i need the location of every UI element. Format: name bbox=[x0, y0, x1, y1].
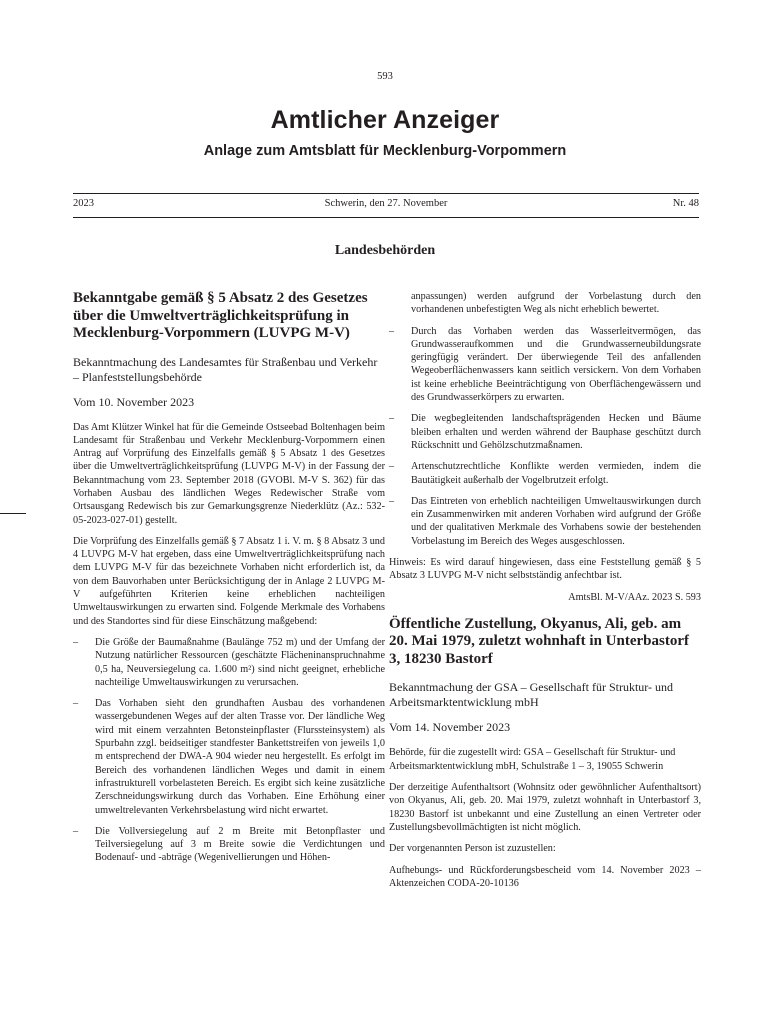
article1-list-left bbox=[73, 636, 385, 865]
article2-paragraph: Der vorgenannten Person ist zuzustellen: bbox=[389, 843, 556, 855]
dateline-year: 2023 bbox=[73, 198, 94, 209]
article2-paragraph: Aufhebungs- und Rückforderungsbescheid vom 14. November 2023 – Aktenzeichen CODA-20-10136 bbox=[389, 864, 701, 889]
dateline-place-date: Schwerin, den 27. November bbox=[324, 198, 448, 209]
list-item: – Das Vorhaben sieht den grundhaften Ausbau des vorhandenen wassergebundenen Weges auf der alten Trasse vor. Der ländliche Weg wird mit einem verzahnten Betonsteinpflaster (Flurssteinsystem) als Spurbahn zzgl. beidseitiger standfester Bankettstreifen von jeweils 1,0 m entsprechend der DWA-A 904 wieder neu hergestellt. Es erfolgt im Bereich des vorhandenen ländlichen Weges und damit in einem infrastrukturell vorbelasteten Bereich. Es ergibt sich keine zusätzliche Zerschneidungswirkung durch das Vorhaben. Eine Erhöhung einer umweltrelevanten Verkehrsbelastung wird nicht erwartet. bbox=[73, 698, 385, 816]
list-item: – Die wegbegleitenden landschaftsprägenden Hecken und Bäume bleiben erhalten und werden während der Bauphase geschützt durch Rückschnitt und Gehölzschutzmaßnamen. bbox=[389, 413, 701, 451]
list-item: – Durch das Vorhaben werden das Wasserleitvermögen, das Grundwasseraufkommen und die Grundwasserneubildungsrate geringfügig verändert. Der überwiegende Teil des anfallenden Wegeoberflächenwassers kann seitlich versickern. Von dem Vorhaben ist keine erhebliche Beeinträchtigung von Oberflächengewässern und des Grundwasserkörpers zu erwarten. bbox=[389, 325, 701, 404]
article1-title: Bekanntgabe gemäß § 5 Absatz 2 des Gesetzes über die Umweltverträglichkeitsprüfung in Mecklenburg-Vorpommern (LUVPG M-V) bbox=[73, 290, 368, 341]
margin-mark bbox=[0, 513, 26, 514]
dateline-issue-number: Nr. 48 bbox=[672, 198, 699, 209]
left-column bbox=[73, 290, 385, 873]
section-heading: Landesbehörden bbox=[334, 243, 436, 258]
list-item: – Artenschutzrechtliche Konflikte werden vermieden, indem die Bautätigkeit außerhalb der Vogelbrutzeit erfolgt. bbox=[389, 461, 701, 486]
list-item-continuation: anpassungen) werden aufgrund der Vorbelastung durch den vorhandenen unbefestigten Weg als nicht erheblich bewertet. bbox=[411, 291, 701, 316]
article2-date: Vom 14. November 2023 bbox=[389, 720, 511, 735]
article1-reference: AmtsBl. M-V/AAz. 2023 S. 593 bbox=[568, 591, 701, 603]
top-rule bbox=[73, 193, 699, 194]
article1-list-right bbox=[389, 325, 701, 548]
article2-paragraph: Der derzeitige Aufenthaltsort (Wohnsitz oder gewöhnlicher Aufenthaltsort) von Okyanus, Ali, geb. 20. Mai 1979, zuletzt wohnhaft in Unterbastorf 3, 18230 Bastorf ist unbekannt und eine Zustellung an einen Vertreter oder Zustellungsbevollmächtigten ist nicht möglich. bbox=[389, 782, 701, 833]
article1-subtitle: Bekanntmachung des Landesamtes für Straßenbau und Verkehr – Planfeststellungsbehörde bbox=[73, 354, 378, 384]
article2-title: Öffentliche Zustellung, Okyanus, Ali, geb. am 20. Mai 1979, zuletzt wohnhaft in Unterbastorf 3, 18230 Bastorf bbox=[389, 615, 689, 667]
right-column bbox=[389, 290, 701, 898]
masthead-subtitle: Anlage zum Amtsblatt für Mecklenburg-Vorpommern bbox=[203, 143, 567, 159]
page-number: 593 bbox=[377, 71, 393, 82]
article1-paragraph: Die Vorprüfung des Einzelfalls gemäß § 7 Absatz 1 i. V. m. § 8 Absatz 3 und 4 LUVPG M-V hat ergeben, dass eine Umweltverträglichkeitsprüfung nach dem LUVPG M-V für das bezeichnete Vorhaben nicht erforderlich ist, da von dem Bauvorhaben unter Berücksichtigung der in Anlage 2 LUVPG M-V aufgeführten Kriterien keine erheblichen nachteiligen Umweltauswirkungen zu erwarten sind. Folgende Merkmale des Vorhabens und des Standortes sind für diese Einschätzung maßgebend: bbox=[73, 535, 385, 627]
list-item: – Die Größe der Baumaßnahme (Baulänge 752 m) und der Umfang der Nutzung natürlicher Ressourcen (geschätzte Flächeninanspruchnahme 0,5 ha, Neuversiegelung ca. 1.600 m²) sind nicht geeignet, erhebliche nachteilige Umweltauswirkungen zu verursachen. bbox=[73, 636, 385, 688]
masthead-title: Amtlicher Anzeiger bbox=[270, 106, 500, 134]
bottom-rule bbox=[73, 217, 699, 218]
article2-subtitle: Bekanntmachung der GSA – Gesellschaft für Struktur- und Arbeitsmarktentwicklung mbH bbox=[389, 680, 674, 710]
list-item: – Das Eintreten von erheblich nachteiligen Umweltauswirkungen durch ein Zusammenwirken mit anderen Vorhaben wird aufgrund der Größe und der qualitativen Merkmale des Vorhabens sowie der bestehenden Vorbelastung im Bereich des Weges ausgeschlossen. bbox=[389, 495, 701, 547]
article1-paragraph: Das Amt Klützer Winkel hat für die Gemeinde Ostseebad Boltenhagen beim Landesamt für Straßenbau und Verkehr Mecklenburg-Vorpommern einen Antrag auf Vorprüfung des Einzelfalls gemäß § 5 Absatz 1 des Gesetzes über die Umweltverträglichkeitsprüfung (LUVPG M-V) in der Fassung der Bekanntmachung vom 23. September 2018 (GVOBl. M-V S. 362) für das Vorhaben Ausbau des ländlichen Weges Redewischer Straße vom Ortsausgang Redewisch bis zur Gemarkungsgrenze Niederklütz (Az.: 532-05-2023-027-01) gestellt. bbox=[73, 421, 385, 526]
article2-paragraph: Behörde, für die zugestellt wird: GSA – Gesellschaft für Struktur- und Arbeitsmarktentwicklung mbH, Schulstraße 1 – 3, 19055 Schwerin bbox=[389, 747, 676, 772]
list-item: – Die Vollversiegelung auf 2 m Breite mit Betonpflaster und Teilversiegelung auf 3 m Breite sowie die Verdichtungen und Bodenauf- und -abträge (Wegenivellierungen und Höhen- bbox=[73, 825, 385, 864]
article1-note: Hinweis: Es wird darauf hingewiesen, dass eine Feststellung gemäß § 5 Absatz 3 LUVPG M-V nicht selbstständig anfechtbar ist. bbox=[389, 557, 701, 582]
article1-date: Vom 10. November 2023 bbox=[73, 394, 195, 409]
